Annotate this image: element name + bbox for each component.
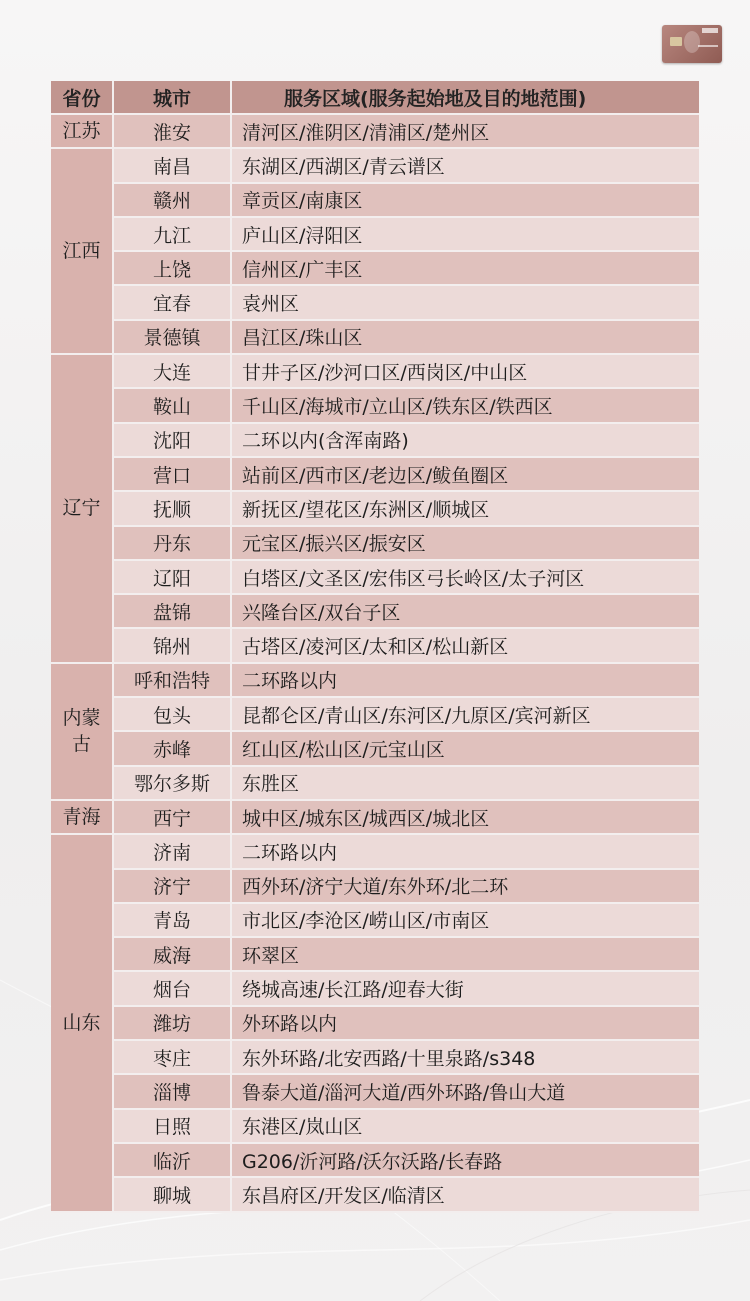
city-cell: 辽阳 <box>114 561 232 595</box>
city-cell: 包头 <box>114 698 232 732</box>
city-cell: 抚顺 <box>114 492 232 526</box>
area-cell: G206/沂河路/沃尔沃路/长春路 <box>232 1144 699 1178</box>
province-cell: 江西 <box>51 149 114 355</box>
area-cell: 二环路以内 <box>232 664 699 698</box>
table-row <box>51 286 699 320</box>
area-cell: 红山区/松山区/元宝山区 <box>232 732 699 766</box>
table-row <box>51 1144 699 1178</box>
area-cell: 外环路以内 <box>232 1007 699 1041</box>
area-cell: 兴隆台区/双台子区 <box>232 595 699 629</box>
city-cell: 烟台 <box>114 972 232 1006</box>
area-cell: 袁州区 <box>232 286 699 320</box>
area-cell: 市北区/李沧区/崂山区/市南区 <box>232 904 699 938</box>
table-row <box>51 527 699 561</box>
province-cell: 江苏 <box>51 115 114 149</box>
area-cell: 鲁泰大道/淄河大道/西外环路/鲁山大道 <box>232 1075 699 1109</box>
city-cell: 枣庄 <box>114 1041 232 1075</box>
province-cell: 辽宁 <box>51 355 114 664</box>
area-cell: 城中区/城东区/城西区/城北区 <box>232 801 699 835</box>
city-cell: 临沂 <box>114 1144 232 1178</box>
area-cell: 东昌府区/开发区/临清区 <box>232 1178 699 1212</box>
table-row <box>51 184 699 218</box>
table-row <box>51 904 699 938</box>
city-cell: 潍坊 <box>114 1007 232 1041</box>
table-row <box>51 1007 699 1041</box>
city-cell: 宜春 <box>114 286 232 320</box>
table-row <box>51 732 699 766</box>
area-cell: 东外环路/北安西路/十里泉路/s348 <box>232 1041 699 1075</box>
city-cell: 聊城 <box>114 1178 232 1212</box>
province-cell: 青海 <box>51 801 114 835</box>
city-cell: 鄂尔多斯 <box>114 767 232 801</box>
table-row <box>51 355 699 389</box>
table-row <box>51 972 699 1006</box>
table-row <box>51 115 699 149</box>
area-cell: 站前区/西市区/老边区/鲅鱼圈区 <box>232 458 699 492</box>
city-cell: 丹东 <box>114 527 232 561</box>
city-cell: 济宁 <box>114 870 232 904</box>
table-row <box>51 595 699 629</box>
table-row <box>51 458 699 492</box>
table-row <box>51 218 699 252</box>
table-row <box>51 321 699 355</box>
table-row <box>51 492 699 526</box>
city-cell: 青岛 <box>114 904 232 938</box>
table-row <box>51 698 699 732</box>
table-body <box>51 115 699 1213</box>
area-cell: 绕城高速/长江路/迎春大街 <box>232 972 699 1006</box>
table-row <box>51 629 699 663</box>
area-cell: 元宝区/振兴区/振安区 <box>232 527 699 561</box>
city-cell: 大连 <box>114 355 232 389</box>
city-cell: 南昌 <box>114 149 232 183</box>
table-row <box>51 664 699 698</box>
table-row <box>51 1041 699 1075</box>
city-cell: 赣州 <box>114 184 232 218</box>
city-cell: 淄博 <box>114 1075 232 1109</box>
city-cell: 赤峰 <box>114 732 232 766</box>
table-row <box>51 149 699 183</box>
table-row <box>51 1110 699 1144</box>
header-province: 省份 <box>51 81 114 115</box>
area-cell: 章贡区/南康区 <box>232 184 699 218</box>
city-cell: 景德镇 <box>114 321 232 355</box>
area-cell: 昆都仑区/青山区/东河区/九原区/宾河新区 <box>232 698 699 732</box>
city-cell: 淮安 <box>114 115 232 149</box>
area-cell: 信州区/广丰区 <box>232 252 699 286</box>
credit-card-logo <box>662 25 722 63</box>
service-area-table <box>51 81 699 1213</box>
province-cell: 内蒙古 <box>51 664 114 801</box>
area-cell: 东港区/岚山区 <box>232 1110 699 1144</box>
area-cell: 东胜区 <box>232 767 699 801</box>
area-cell: 二环路以内 <box>232 835 699 869</box>
city-cell: 九江 <box>114 218 232 252</box>
table-row <box>51 252 699 286</box>
city-cell: 盘锦 <box>114 595 232 629</box>
city-cell: 呼和浩特 <box>114 664 232 698</box>
table-row <box>51 561 699 595</box>
table-row <box>51 801 699 835</box>
city-cell: 威海 <box>114 938 232 972</box>
table-row <box>51 1075 699 1109</box>
table-row <box>51 1178 699 1212</box>
header-area: 服务区域(服务起始地及目的地范围) <box>232 81 699 115</box>
area-cell: 昌江区/珠山区 <box>232 321 699 355</box>
table-row <box>51 389 699 423</box>
city-cell: 鞍山 <box>114 389 232 423</box>
city-cell: 上饶 <box>114 252 232 286</box>
city-cell: 营口 <box>114 458 232 492</box>
area-cell: 新抚区/望花区/东洲区/顺城区 <box>232 492 699 526</box>
area-cell: 西外环/济宁大道/东外环/北二环 <box>232 870 699 904</box>
table-row <box>51 424 699 458</box>
area-cell: 环翠区 <box>232 938 699 972</box>
area-cell: 清河区/淮阴区/清浦区/楚州区 <box>232 115 699 149</box>
city-cell: 锦州 <box>114 629 232 663</box>
city-cell: 沈阳 <box>114 424 232 458</box>
area-cell: 白塔区/文圣区/宏伟区弓长岭区/太子河区 <box>232 561 699 595</box>
header-city: 城市 <box>114 81 232 115</box>
area-cell: 甘井子区/沙河口区/西岗区/中山区 <box>232 355 699 389</box>
table-row <box>51 870 699 904</box>
area-cell: 二环以内(含浑南路) <box>232 424 699 458</box>
table-row <box>51 767 699 801</box>
area-cell: 庐山区/浔阳区 <box>232 218 699 252</box>
city-cell: 济南 <box>114 835 232 869</box>
area-cell: 东湖区/西湖区/青云谱区 <box>232 149 699 183</box>
table-row <box>51 835 699 869</box>
area-cell: 千山区/海城市/立山区/铁东区/铁西区 <box>232 389 699 423</box>
area-cell: 古塔区/凌河区/太和区/松山新区 <box>232 629 699 663</box>
city-cell: 西宁 <box>114 801 232 835</box>
table-header-row <box>51 81 699 115</box>
province-cell: 山东 <box>51 835 114 1212</box>
table-row <box>51 938 699 972</box>
city-cell: 日照 <box>114 1110 232 1144</box>
